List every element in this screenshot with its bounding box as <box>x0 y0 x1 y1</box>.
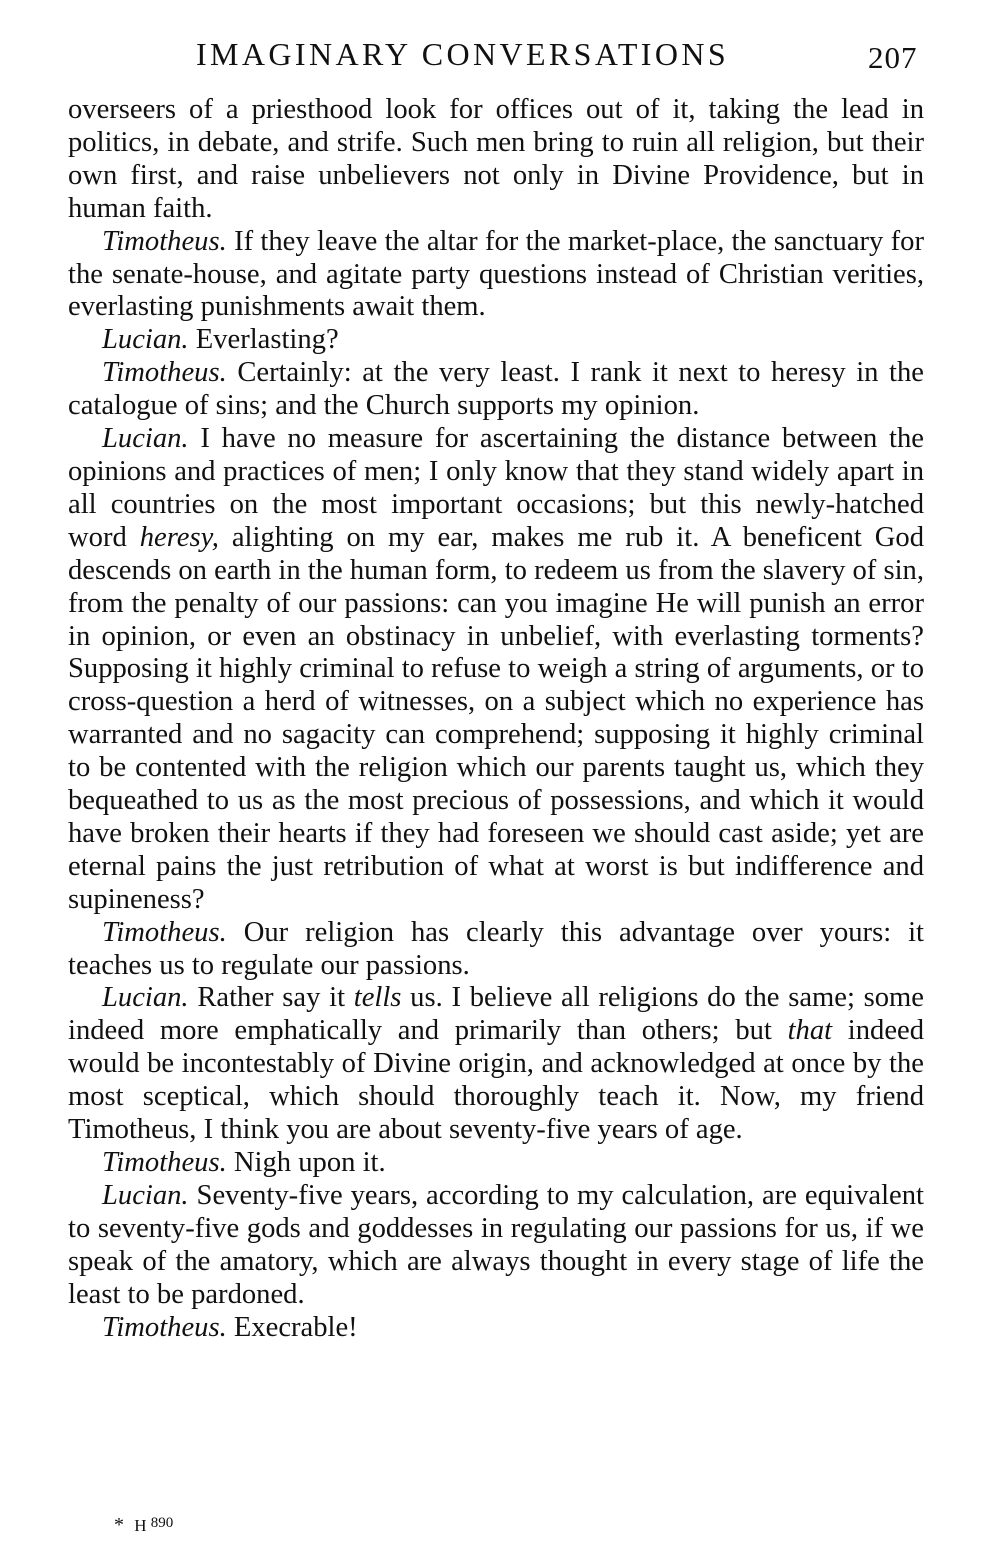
paragraph-text: overseers of a priesthood look for offices out of it, taking the lead in politics, in debate, and strife. Such men bring to ruin all religion, but their own first, and raise unbelievers not only in Divine Providence, but in human faith. <box>68 94 924 224</box>
signature-number: 890 <box>150 1515 174 1531</box>
paragraph <box>68 917 924 983</box>
paragraph-text: Rather say it <box>197 982 354 1014</box>
speaker-name: Lucian. <box>102 1179 189 1211</box>
speaker-name: Lucian. <box>102 423 189 455</box>
paragraph-text: If they leave the altar for the market-place, the sanctuary for the senate-house, and agitate party questions instead of Christian verities, everlasting punishments await them. <box>68 225 924 323</box>
paragraph-text: Our religion has clearly this advantage over yours: it teaches us to regulate our passions. <box>68 916 924 981</box>
paragraph-text: Seventy-five years, according to my calculation, are equivalent to seventy-five gods and goddesses in regulating our passions for us, if we speak of the amatory, which are always thought in every stage of life the least to be pardoned. <box>68 1179 924 1310</box>
speaker-name: Timotheus. <box>102 1311 227 1343</box>
emphasized-word: that <box>787 1015 833 1047</box>
speaker-name: Lucian. <box>102 982 189 1014</box>
paragraph <box>68 423 924 917</box>
signature-letter: H <box>134 1516 147 1535</box>
paragraph <box>68 1312 924 1345</box>
printer-signature <box>114 1514 173 1537</box>
body-text <box>68 94 924 1344</box>
paragraph-text: I have no measure for ascertaining the distance between the opinions and practices of men; I only know that they stand widely apart in all countries on the most important occasions; but this newly-hatched word <box>68 423 924 553</box>
speaker-name: Timotheus. <box>102 1147 227 1178</box>
running-head <box>0 30 1000 80</box>
running-title: IMAGINARY CONVERSATIONS <box>196 36 730 72</box>
speaker-name: Timotheus. <box>102 916 227 948</box>
paragraph <box>68 357 924 423</box>
paragraph-text: Nigh upon it. <box>233 1147 386 1178</box>
paragraph-text: indeed would be incontestably of Divine origin, and acknowledged at once by the most sceptical, which should thoroughly teach it. Now, my friend Timotheus, I think you are about seventy-five years of age. <box>68 1015 925 1146</box>
paragraph <box>68 982 924 1147</box>
page-number: 207 <box>868 40 918 75</box>
speaker-name: Lucian. <box>102 324 189 356</box>
signature-star: * <box>114 1514 124 1536</box>
paragraph-text: Everlasting? <box>195 324 339 356</box>
paragraph-text: Certainly: at the very least. I rank it next to heresy in the catalogue of sins; and the Church supports my opinion. <box>68 357 924 422</box>
paragraph <box>68 226 924 325</box>
paragraph <box>68 1180 924 1312</box>
paragraph-text: us. I believe all religions do the same; some indeed more emphatically and primarily than others; but <box>68 982 924 1047</box>
paragraph-text: Execrable! <box>233 1311 358 1343</box>
speaker-name: Timotheus. <box>102 225 227 257</box>
emphasized-word: tells <box>353 982 402 1014</box>
paragraph <box>68 94 924 226</box>
paragraph <box>68 324 924 357</box>
paragraph <box>68 1147 924 1180</box>
speaker-name: Timotheus. <box>102 357 227 389</box>
paragraph-text: alighting on my ear, makes me rub it. A beneficent God descends on earth in the human form, to redeem us from the slavery of sin, from the penalty of our passions: can you imagine He will punish an error in opinion, or even an obstinacy in unbelief, with everlasting torments? Supposing it highly criminal to refuse to weigh a string of arguments, or to cross-question a herd of witnesses, on a subject which no experience has warranted and no sagacity can comprehend; supposing it highly criminal to be contented with the religion which our parents taught us, which they bequeathed to us as the most precious of possessions, and which it would have broken their hearts if they had foreseen we should cast aside; yet are eternal pains the just retribution of what at worst is but indifference and supineness? <box>68 521 925 915</box>
emphasized-word: heresy, <box>139 521 219 553</box>
